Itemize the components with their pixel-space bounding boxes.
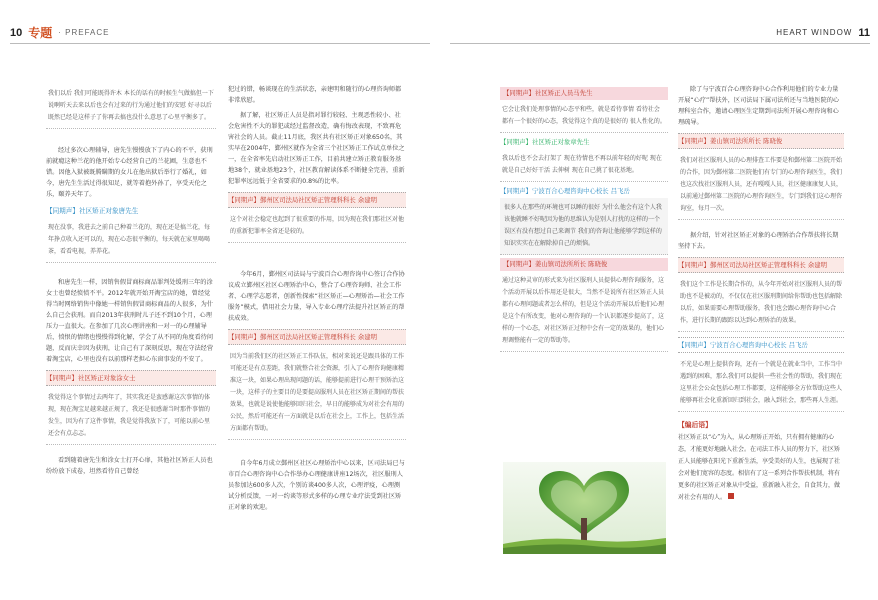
speaker-tag: 【同期声】社区矫正对象章先生 [500, 138, 590, 146]
speaker-org: 【同期声】宁波百合心理咨询中心校长 [500, 187, 609, 195]
speaker-tag: 【同期声】社区矫正人员马先生 [500, 87, 668, 100]
speaker-name-wrap [806, 261, 827, 269]
section-subtitle: · PREFACE [58, 28, 110, 37]
quote: 现在没事，我进去之前自己种着兰花的，现在还是搞兰花，每年挣点收入还可以的，现在心态很平衡的，每天就在家里喝喝茶，看看电视，养养花。 [46, 218, 216, 263]
heart-tree-image [503, 462, 666, 554]
speaker-name: 余建明 [357, 196, 378, 204]
magazine-name: HEART WINDOW [776, 28, 853, 37]
paragraph: 看到随着唐先生和涂女士打开心扉，其他社区矫正人员也纷纷放下成卷，坦然看待自己曾经 [46, 457, 213, 475]
paragraph: 今年6月，鄞州区司法局与宁波百合心理咨询中心签订合作协议成立鄞州区社区心理矫治中心，整合了心理咨询师、社会工作者、心理学志愿者，创新性探索“社区矫正—心理矫治—社会工作服务”模式，借用社会力量，导入专业心理疗法提升社区矫正的帮扶成效。 [228, 271, 405, 322]
quote: 它会让我们处理事情的心态平和些，就是看待事情 看待社会 都有一个很好的心态，我觉得这个真的是很好的 很人性化的。 [500, 100, 668, 133]
speaker-name: 吕飞岳 [788, 341, 808, 349]
editor-note-text [678, 432, 844, 504]
speaker-name-wrap [356, 196, 377, 204]
speaker-org: 【同期声】鄞州区司法局社区矫正管理科科长 [678, 261, 806, 269]
paragraph: 除了与宁波百合心理咨询中心合作利用他们的专业力量开展“心疗”帮扶外，区司法局下属司法所还与当地医院的心理科室合作，邀请心理医生定期到司法所开展心理咨询和心理疏导。 [678, 86, 840, 126]
quote: 不光是心理上提供咨询，还有一个就是在就业当中，工作当中遇到的困难，那么我们可以提供一些社会性的帮助，我们现在这里社会公众包括心理工作都要，这样能够全方位帮助这些人能够再社会化重新回归到社会，融入到社会，那些再人生涯。 [678, 355, 844, 412]
paragraph: 据介绍，针对社区矫正对象的心理矫治合作帮扶将长期坚持下去。 [678, 232, 839, 250]
editor-note-label: 【编后语】 [678, 421, 712, 429]
section-en: PREFACE [65, 28, 110, 37]
right-page-header [450, 22, 870, 44]
speaker-tag-box [228, 192, 406, 208]
speaker-org: 【同期声】姜山镇司法所所长 [503, 260, 587, 268]
quote: 我觉得这个事情过去两年了，其实我还是蛮感谢这次事情的体现，现在淘宝足越来越正规了，我还是很感谢当时那件事情的发生，因为有了这件事情，我是觉得我放下了，可能以前心里还会有点忐忑。 [46, 388, 216, 445]
speaker-tag [500, 185, 668, 198]
speaker-tag-box [46, 370, 216, 386]
speaker-name: 陈晓俊 [588, 260, 608, 268]
speaker-name: 吕飞岳 [610, 187, 630, 195]
column-2 [228, 84, 406, 517]
column-1 [46, 84, 216, 481]
speaker-name: 余建明 [807, 261, 828, 269]
section-title: 专题 [28, 26, 53, 40]
paragraph: 自今年6月成立鄞州区社区心理矫治中心以来，区司法局已与市百合心理咨询中心合作举办心理健康讲座12场次，社区服刑人员参加达600多人次，个别访谈400多人次，心理评疫，心理测试分析反馈，一对一约谈等形式多样的心理专业疗法受到社区矫正对象的欢迎。 [228, 460, 405, 511]
quote: 通过这种灵审的形式来为社区服刑人员提供心理咨询服务，这个活动开展以后作用还是很大，当然不是说所有社区矫正人员都有心理问题或者怎么样的，但是这个活动开展以后他们心理是这个有所改变，他对心理咨询的一个认识都逐步提高了，这样的一个心态，对社区矫正过程中会有一定的效果的，他们心理调整能有一定的帮助等。 [500, 271, 668, 352]
speaker-tag-box [678, 337, 844, 353]
speaker-org: 【同期声】姜山镇司法所所长 [678, 137, 762, 145]
quote: 很多人在那些的环境也可以睡的很好 为什么他会有这个人我该他就睡不好呢因为他的思维认为是别人打扰的这样的一个误区有没有想过自己来调节 我们的咨询让他能够学到这样的知识实实在在解除掉自己的烦恼。 [500, 198, 668, 255]
paragraph: 经过多次心理辅导，唐先生慢慢放下了内心的不平，获刑前就瘾这种兰花的他开始专心经营自己的兰花圃，生意也不错。因他入狱被既腾瞒期的女儿在他出狱后举行了婚礼，如今，唐先生生活过得很知足，就等着抱外孙了，享受天伦之乐，颐养天年了。 [46, 147, 213, 198]
speaker-tag: 【同期声】社区矫正对象唐先生 [46, 207, 139, 215]
speaker-org: 【同期声】宁波百合心理咨询中心校长 [678, 341, 787, 349]
paragraph: 和唐先生一样，因销售假冒商标商品罪判处缓刑三年的涂女士也曾经愤愤不平。2012年就开始开淘宝店的她，曾经觉得当时网络销售中像她一样销售假冒商标商品的人很多，为什么自己会获刑。而自2013年获刑时儿子还不到10个月，心理压力一直很大。在参加了几次心理讲座和一对一的心理辅导后，愤恨的情绪也慢慢得到化解，学会了从不同的角度看待问题，反而庆幸因为获刑，让自己有了深刻反思，现在守法经营着淘宝店，心里也没有以前那样老担心东窗事发的不安了。 [46, 279, 214, 363]
left-page-header [10, 22, 430, 44]
end-mark-icon [728, 493, 734, 499]
speaker-name: 陈晓俊 [763, 137, 783, 145]
editor-note-body: 社区矫正以“心”为入，从心理矫正开始，只有拥有健康的心态，才能更好地融入社会。在司法工作人员的努力下，社区矫正人员能够在阳光下重新生活，享受美好的人生，也展现了社会对他们宽容的态度。相信有了这一系列合作帮扶机制，将有更多的社区矫正对象从中受益，重新融入社会，自食其力，做对社会有用的人。 [678, 434, 841, 501]
speaker-tag [500, 258, 668, 271]
paragraph: 犯过的错，畅谈现在的生活状态，亲建明和随行的心理咨询师都非常欣慰。 [228, 86, 402, 104]
speaker-tag-box [678, 257, 844, 273]
speaker-tag: 【同期声】社区矫正对象涂女士 [46, 374, 136, 382]
speaker-name-wrap [356, 333, 377, 341]
column-3 [500, 84, 668, 352]
quote: 我以后也不会去打架了 现在待情也不再以前年轻的好呢 现在就是自己好好干活 去伸树 现在自己挑了很花基地。 [500, 149, 668, 182]
paragraph: 据了解，社区矫正人员是指对罪行较轻、主观恶性较小、社会危害性不大的罪犯或经过监督改造，确有悔改表现，不致再危害社会的人员。截止11月底，我区共有社区矫正对象650名，其实早在2004年，鄞州区就作为全省三个社区矫正工作试点单位之一，在全省率先启动社区矫正工作，目前共建立矫正教育服务基地38个，就业基地23个，社区教育解读体系不断健全完善，重新犯罪率远远低于全省要求的0.8%的比率。 [228, 112, 405, 185]
speaker-org: 【同期声】鄞州区司法局社区矫正管理科科长 [228, 333, 356, 341]
quote: 我们以后 我们可能既得许木 本长的话有的时候生气做搞但一下说啊听天去来以后也会有过来的行为通过他们的安慰 好寻以后 既然已经是这样子了你再去搞也没什么意思了心里平衡多了。 [46, 84, 216, 129]
speaker-name: 余建明 [357, 333, 378, 341]
quote: 这个对社会稳定也起到了很重要的作用，因为现在我们那社区对他的重新犯罪率全省还是较的。 [228, 210, 406, 243]
speaker-tag-box [678, 133, 844, 149]
column-4 [678, 84, 844, 504]
speaker-name-wrap [787, 341, 808, 349]
quote: 因为当前我们区的社区矫正工作队伍，相对来说还是跟具体的工作可能还是有点差距，我们就整合社会资源，引入了心理咨询健康精准这一块，如果心理出现问题的话，能够提前进行心理干预矫治这一块，这样子的主要目的是要提高服刑人员在社区矫正期间的帮扶效果，也就是说使他能够回归社会，早日的能够成为对社会有用的公民，然后可能还有一方面就是以后在社会上，工作上，包括生活方面都有帮助。 [228, 347, 406, 440]
quote: 我们这个工作是长期合作的，从今年开始对社区服刑人员的帮助也不是被动的，不仅仅在社区服刑期间给你帮助也包括解除以后，如果需要心理帮助服务，我们也会跟心理咨询中心合作，进行长期的跟踪以达到心理矫治的效果。 [678, 275, 844, 332]
left-page-number: 10 [10, 26, 23, 39]
heart-tree-illustration [503, 462, 666, 554]
speaker-name-wrap [761, 137, 782, 145]
right-page-number: 11 [858, 26, 870, 39]
speaker-tag-box [228, 329, 406, 345]
speaker-org: 【同期声】鄞州区司法局社区矫正管理科科长 [228, 196, 356, 204]
quote: 我们对社区服刑人员的心理排查工作要是和鄞州第二医院开始的合作，因为鄞州第二医院他们有专门的心理咨询医生，我们也这次找社区服刑人员，还有嘎嘎人员，社区健康康复人员，以前通过鄞州第二医院的心理咨询医生，专门到我们这心理咨询室，每月一次。 [678, 151, 844, 220]
